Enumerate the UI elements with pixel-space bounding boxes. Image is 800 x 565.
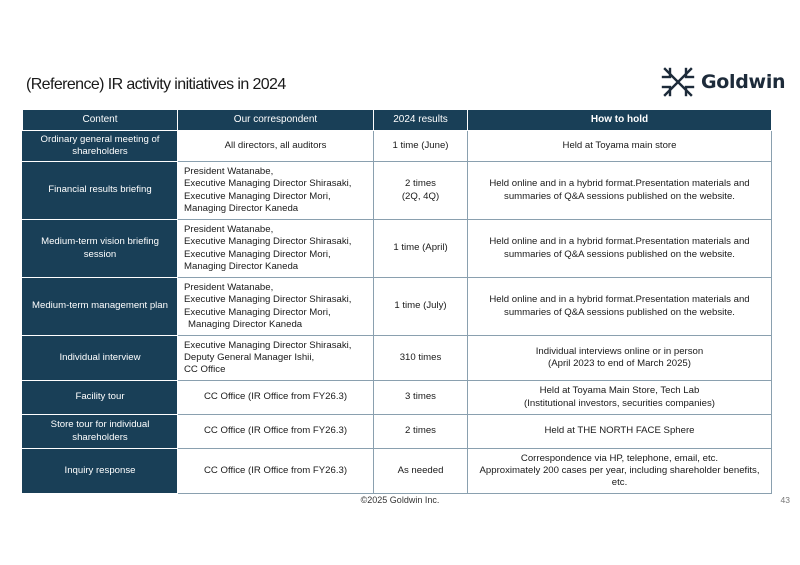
row-results: 1 time (July)	[374, 278, 468, 336]
row-content: Ordinary general meeting of shareholders	[23, 131, 178, 162]
header-correspondent: Our correspondent	[178, 110, 374, 131]
row-how: Individual interviews online or in person (April 2023 to end of March 2025)	[468, 336, 772, 381]
row-correspondent: Executive Managing Director Shirasaki, Deputy General Manager Ishii, CC Office	[178, 336, 374, 381]
row-correspondent: CC Office (IR Office from FY26.3)	[178, 415, 374, 449]
copyright-footer: ©2025 Goldwin Inc.	[360, 495, 440, 505]
table-row	[23, 381, 772, 415]
row-correspondent: President Watanabe, Executive Managing Director Shirasaki, Executive Managing Director Mori, Managing Director Kaneda	[178, 162, 374, 220]
row-results: 310 times	[374, 336, 468, 381]
row-how: Held online and in a hybrid format.Presentation materials and summaries of Q&A sessions published on the website.	[468, 162, 772, 220]
row-content: Medium-term management plan	[23, 278, 178, 336]
table-row	[23, 449, 772, 494]
goldwin-mark-icon	[661, 66, 695, 98]
table-row	[23, 220, 772, 278]
row-results: 1 time (April)	[374, 220, 468, 278]
page-title: (Reference) IR activity initiatives in 2024	[26, 76, 286, 93]
table-header-row	[23, 110, 772, 131]
row-correspondent: President Watanabe, Executive Managing Director Shirasaki, Executive Managing Director Mori, Managing Director Kaneda	[178, 278, 374, 336]
row-how: Correspondence via HP, telephone, email, etc. Approximately 200 cases per year, including shareholder benefits, etc.	[468, 449, 772, 494]
row-how: Held at THE NORTH FACE Sphere	[468, 415, 772, 449]
header-how-to-hold: How to hold	[468, 110, 772, 131]
row-correspondent: CC Office (IR Office from FY26.3)	[178, 449, 374, 494]
row-how: Held at Toyama Main Store, Tech Lab (Institutional investors, securities companies)	[468, 381, 772, 415]
ir-activity-table	[22, 109, 772, 494]
row-correspondent: All directors, all auditors	[178, 131, 374, 162]
table-row	[23, 131, 772, 162]
row-results: 1 time (June)	[374, 131, 468, 162]
row-correspondent: CC Office (IR Office from FY26.3)	[178, 381, 374, 415]
table-row	[23, 278, 772, 336]
goldwin-logo	[661, 66, 785, 98]
row-results: 3 times	[374, 381, 468, 415]
row-content: Financial results briefing	[23, 162, 178, 220]
header-content: Content	[23, 110, 178, 131]
row-how: Held at Toyama main store	[468, 131, 772, 162]
row-results: 2 times	[374, 415, 468, 449]
row-how: Held online and in a hybrid format.Presentation materials and summaries of Q&A sessions published on the website.	[468, 220, 772, 278]
row-results: As needed	[374, 449, 468, 494]
table-row	[23, 162, 772, 220]
table-row	[23, 415, 772, 449]
row-content: Facility tour	[23, 381, 178, 415]
row-content: Inquiry response	[23, 449, 178, 494]
brand-name: Goldwin	[701, 71, 786, 93]
row-content: Individual interview	[23, 336, 178, 381]
row-correspondent: President Watanabe, Executive Managing Director Shirasaki, Executive Managing Director Mori, Managing Director Kaneda	[178, 220, 374, 278]
row-results: 2 times (2Q, 4Q)	[374, 162, 468, 220]
table-row	[23, 336, 772, 381]
page-number: 43	[780, 495, 790, 505]
row-content: Store tour for individual shareholders	[23, 415, 178, 449]
row-content: Medium-term vision briefing session	[23, 220, 178, 278]
row-how: Held online and in a hybrid format.Presentation materials and summaries of Q&A sessions published on the website.	[468, 278, 772, 336]
header-results: 2024 results	[374, 110, 468, 131]
